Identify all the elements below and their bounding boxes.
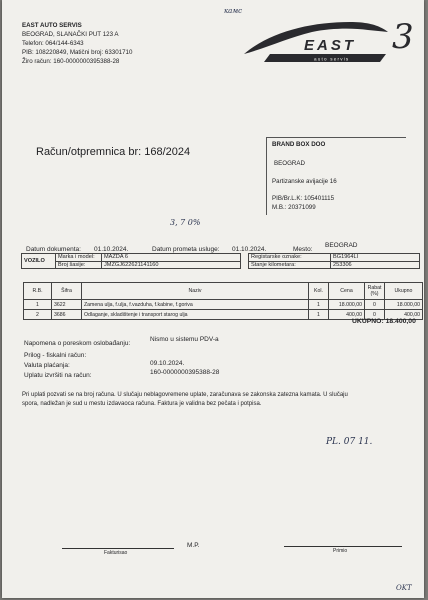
logo-wordmark: EAST [304,37,357,54]
row-sifra: 3622 [52,300,82,310]
row-cena: 400,00 [329,310,365,320]
row-kol: 1 [309,300,329,310]
place-label: Mesto: [293,246,313,253]
pay-account-value: 160-0000000395388-28 [150,369,220,376]
vehicle-table-right [248,253,420,269]
stamp-label: M.P. [187,542,200,549]
row-rabat: 0 [365,310,385,320]
vehicle-table-left [21,253,241,269]
header-rabat: Rabat (%) [365,283,385,300]
make-value: MAZDA 6 [102,254,241,262]
invoice-total: UKUPNO: 18.400,00 [352,318,416,325]
due-date-label: Valuta plaćanja: [24,362,70,369]
buyer-street: Partizanske avijacije 16 [272,178,337,185]
buyer-pib: PIB/Br.L.K: 105401115 [272,195,335,202]
handwritten-date-note: PL. 07 11. [326,437,373,447]
issuer-label: Fakturisao [104,550,128,556]
header-cena: Cena [329,283,365,300]
handwritten-top-mark: камс [224,7,243,15]
handwritten-corner-note: OKT [396,584,412,592]
doc-date-value: 01.10.2024. [94,246,129,253]
make-label: Marka i model: [56,254,102,262]
buyer-city: BEOGRAD [274,160,305,167]
due-date-value: 09.10.2024. [150,360,185,367]
items-header-row [24,283,423,300]
logo-numeral: 3 [392,17,414,57]
vehicle-section-label: VOZILO [22,254,56,269]
header-rb: R.B. [24,283,52,300]
logo-tagline: auto servis [314,56,350,62]
seller-address: BEOGRAD, SLANAČKI PUT 123 A [22,31,119,38]
plates-value: BG1964LI [331,254,420,262]
seller-name: EAST AUTO SERVIS [22,22,82,29]
row-rabat: 0 [365,300,385,310]
row-ukupno: 18.000,00 [385,300,423,310]
issuer-signature-line [62,548,174,549]
header-sifra: Šifra [52,283,82,300]
buyer-name: BRAND BOX DOO [272,141,326,148]
doc-date-label: Datum dokumenta: [26,246,81,253]
row-cena: 18.000,00 [329,300,365,310]
terms-line-2: spora, nadležan je sud u mestu izdavaoca računa. Faktura je validna bez pečata i potpisa. [22,401,262,407]
service-date-label: Datum prometa usluge: [152,246,220,253]
buyer-mb: M.B.: 20371099 [272,204,316,211]
terms-line-1: Pri uplati pozvati se na broj računa. U slučaju neblagovremene uplate, zaračunava se zakonska zatezna kamata. U slučaju [22,392,348,398]
invoice-page [2,0,424,598]
km-value: 253306 [331,261,420,269]
receiver-label: Primio [333,548,348,554]
seller-pib: PIB: 108220849, Matični broj: 63301710 [22,49,133,56]
pay-account-label: Uplatu izvršiti na račun: [24,372,92,379]
service-date-value: 01.10.2024. [232,246,267,253]
row-ukupno: 400,00 [385,310,423,320]
chassis-label: Broj šasije: [56,261,102,269]
row-naziv: Zamena ulja, f.ulja, f.vazduha, f.kabine, f.goriva [82,300,309,310]
seller-account: Žiro račun: 160-0000000395388-28 [22,58,120,65]
document-title: Račun/otpremnica br: 168/2024 [36,146,191,158]
header-naziv: Naziv [82,283,309,300]
chassis-value: JMZGJ622621141160 [102,261,241,269]
row-sifra: 3686 [52,310,82,320]
header-ukupno: Ukupno [385,283,423,300]
row-rb: 1 [24,300,52,310]
attachment-label: Prilog - fiskalni račun: [24,352,87,359]
plates-label: Registarske oznake: [249,254,331,262]
km-label: Stanje kilometara: [249,261,331,269]
handwritten-amount-note: 3, 7 0% [170,218,201,227]
row-kol: 1 [309,310,329,320]
receiver-signature-line [284,546,402,547]
place-value: BEOGRAD [325,242,358,249]
east-logo [240,10,420,70]
vat-note-value: Nismo u sistemu PDV-a [150,336,219,343]
vat-note-label: Napomena o poreskom oslobađanju: [24,340,131,347]
row-naziv: Odlaganje, skladištenje i transport starog ulja [82,310,309,320]
table-row [24,300,423,310]
row-rb: 2 [24,310,52,320]
seller-phone: Telefon: 064/144-6343 [22,40,84,47]
items-table [23,282,423,320]
header-kol: Kol. [309,283,329,300]
